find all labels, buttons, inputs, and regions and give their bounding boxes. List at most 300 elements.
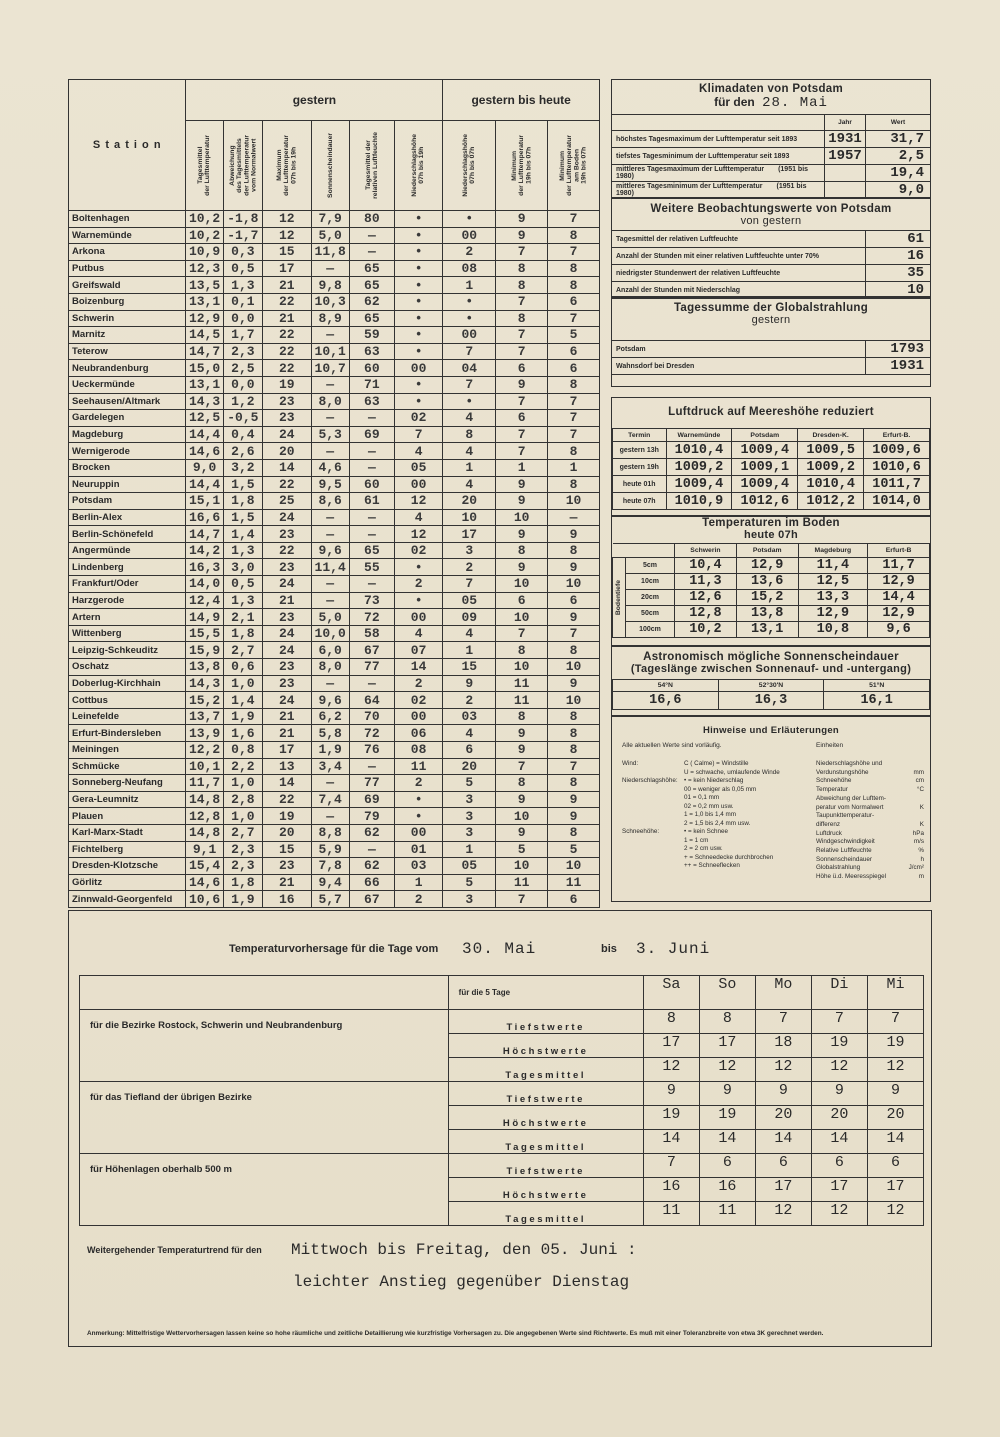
cell-value: 13,5: [186, 277, 223, 294]
cell-value: 7: [496, 244, 548, 261]
klimadaten-date-line: [612, 95, 930, 111]
cell-value: 67: [349, 642, 394, 659]
cell-value: —: [311, 592, 349, 609]
cell-value: 23: [263, 393, 311, 410]
cell-value: 04: [443, 360, 496, 377]
cell-value: 7: [496, 891, 548, 908]
boden-corner: [613, 544, 675, 558]
unit-row: [816, 830, 924, 839]
legend-text: 2 = 1,5 bis 2,4 mm usw.: [684, 819, 751, 827]
cell-value: 7,4: [311, 791, 349, 808]
column-header-label: Minimum der Lufttemperatur am Boden 19h bis 07h: [559, 135, 588, 196]
cell-value: 10,3: [311, 293, 349, 310]
station-name: Gardelegen: [69, 410, 186, 427]
legend-key: [622, 845, 684, 854]
cell-value: 8: [496, 277, 548, 294]
cell-value: 0,0: [223, 376, 262, 393]
unit-row: [816, 777, 924, 786]
cell-value: 60: [349, 476, 394, 493]
boden-row: [613, 590, 930, 606]
klima-label: [612, 165, 825, 182]
klima-year: [825, 165, 866, 182]
station-name: Magdeburg: [69, 426, 186, 443]
cell-value: 00: [394, 609, 442, 626]
unit-symbol: cm: [915, 777, 924, 785]
cell-value: 5: [548, 841, 600, 858]
forecast-row: [80, 1154, 924, 1178]
station-name: Dresden-Klotzsche: [69, 858, 186, 875]
termin: heute 07h: [613, 493, 667, 510]
cell-value: 0,3: [223, 244, 262, 261]
cell-value: 9,4: [311, 874, 349, 891]
forecast-value: 7: [643, 1154, 699, 1178]
depth: 5cm: [626, 558, 675, 574]
cell-value: 8: [496, 775, 548, 792]
unit-symbol: h: [920, 855, 924, 863]
forecast-value: 8: [699, 1010, 755, 1034]
legend-row: [622, 854, 812, 863]
table-row: [69, 642, 600, 659]
units-legend: [816, 760, 924, 882]
cell-value: 5,0: [311, 227, 349, 244]
forecast-row-label: Tagesmittel: [448, 1058, 643, 1082]
forecast-value: 9: [867, 1082, 923, 1106]
cell-value: 17: [263, 742, 311, 759]
forecast-row-label: Tagesmittel: [448, 1202, 643, 1226]
column-header-label: Minimum der Lufttemperatur 19h bis 07h: [510, 135, 533, 196]
cell-value: 7,9: [311, 211, 349, 228]
station-name: Gera-Leumnitz: [69, 791, 186, 808]
cell-value: 2,1: [223, 609, 262, 626]
unit-row: [816, 760, 924, 769]
cell-value: 2,2: [223, 758, 262, 775]
cell-value: 05: [443, 858, 496, 875]
station-name: Leinefelde: [69, 708, 186, 725]
legend-key: [622, 820, 684, 829]
cell-value: —: [349, 841, 394, 858]
cell-value: 10: [496, 808, 548, 825]
column-header-label: Abweichung des Tagesmittels der Lufttemperatur vom Normalwert: [228, 135, 257, 196]
soil-temp: 13,8: [736, 606, 798, 622]
cell-value: 14: [263, 775, 311, 792]
cell-value: 08: [443, 260, 496, 277]
cell-value: 8: [548, 642, 600, 659]
cell-value: 14,8: [186, 824, 223, 841]
klimadaten-box: [611, 79, 931, 199]
cell-value: 0,1: [223, 293, 262, 310]
cell-value: 11,4: [311, 559, 349, 576]
station-name: Zinnwald-Georgenfeld: [69, 891, 186, 908]
station-name: Lindenberg: [69, 559, 186, 576]
cell-value: 3: [443, 791, 496, 808]
forecast-value: 12: [699, 1058, 755, 1082]
weitere-value: 16: [866, 248, 931, 265]
cell-value: 2: [443, 244, 496, 261]
luftdruck-header: Dresden-K.: [798, 429, 864, 442]
cell-value: —: [349, 459, 394, 476]
cell-value: 9: [548, 609, 600, 626]
cell-value: —: [311, 576, 349, 593]
cell-value: 2,7: [223, 642, 262, 659]
table-row: [69, 841, 600, 858]
cell-value: 1,9: [311, 742, 349, 759]
latitude: 52°30'N: [718, 680, 824, 692]
legend-text: 02 = 0,2 mm usw.: [684, 802, 734, 810]
forecast-value: 14: [643, 1130, 699, 1154]
cell-value: —: [311, 526, 349, 543]
cell-value: •: [394, 343, 442, 360]
cell-value: 65: [349, 277, 394, 294]
cell-value: •: [394, 260, 442, 277]
weitere-subtitle: von gestern: [740, 215, 802, 227]
cell-value: 5: [548, 327, 600, 344]
cell-value: —: [349, 526, 394, 543]
cell-value: •: [394, 393, 442, 410]
cell-value: 59: [349, 327, 394, 344]
cell-value: •: [394, 227, 442, 244]
cell-value: 3: [443, 824, 496, 841]
station-name: Doberlug-Kirchhain: [69, 675, 186, 692]
cell-value: 10: [443, 509, 496, 526]
station-name: Warnemünde: [69, 227, 186, 244]
cell-value: 79: [349, 808, 394, 825]
luftdruck-header: Termin: [613, 429, 667, 442]
global-label: Potsdam: [612, 341, 866, 358]
cell-value: 58: [349, 625, 394, 642]
unit-symbol: °C: [916, 786, 924, 794]
cell-value: 11: [548, 874, 600, 891]
cell-value: 63: [349, 393, 394, 410]
table-row: [69, 293, 600, 310]
cell-value: 2,5: [223, 360, 262, 377]
hinweise-legend: [622, 760, 812, 871]
table-row: [69, 858, 600, 875]
cell-value: 05: [394, 459, 442, 476]
klima-year: 1931: [825, 131, 866, 148]
station-name: Neuruppin: [69, 476, 186, 493]
weitere-row: [612, 265, 930, 282]
table-row: [69, 675, 600, 692]
cell-value: —: [311, 443, 349, 460]
cell-value: 10,1: [186, 758, 223, 775]
cell-value: 10: [548, 692, 600, 709]
cell-value: 10: [496, 609, 548, 626]
cell-value: 20: [263, 443, 311, 460]
unit-symbol: m/s: [913, 838, 924, 846]
forecast-row-label: Tagesmittel: [448, 1130, 643, 1154]
cell-value: 77: [349, 775, 394, 792]
forecast-value: 18: [755, 1034, 811, 1058]
cell-value: 7: [443, 343, 496, 360]
cell-value: 9,6: [311, 542, 349, 559]
station-name: Seehausen/Altmark: [69, 393, 186, 410]
cell-value: 9: [496, 476, 548, 493]
forecast-value: 17: [643, 1034, 699, 1058]
klima-label: [612, 131, 825, 148]
forecast-row-label: Höchstwerte: [448, 1106, 643, 1130]
column-header: [311, 121, 349, 211]
forecast-to: 3. Juni: [636, 940, 711, 958]
forecast-row-label: Tiefstwerte: [448, 1154, 643, 1178]
cell-value: 14,3: [186, 393, 223, 410]
cell-value: 1,0: [223, 675, 262, 692]
cell-value: —: [349, 576, 394, 593]
cell-value: 80: [349, 211, 394, 228]
cell-value: 14,0: [186, 576, 223, 593]
soil-temp: 12,9: [736, 558, 798, 574]
cell-value: 23: [263, 410, 311, 427]
cell-value: —: [349, 675, 394, 692]
cell-value: 6,0: [311, 642, 349, 659]
cell-value: —: [311, 376, 349, 393]
day-header: Mo: [755, 976, 811, 1010]
cell-value: 7: [496, 293, 548, 310]
cell-value: 1,0: [223, 808, 262, 825]
cell-value: 16,6: [186, 509, 223, 526]
soil-temp: 13,1: [736, 622, 798, 638]
pressure-value: 1010,4: [666, 442, 732, 459]
forecast-value: 14: [699, 1130, 755, 1154]
day-header: Sa: [643, 976, 699, 1010]
station-name: Boizenburg: [69, 293, 186, 310]
cell-value: •: [394, 277, 442, 294]
legend-text: 2 = 2 cm usw.: [684, 845, 723, 852]
forecast-row-label: Tiefstwerte: [448, 1082, 643, 1106]
cell-value: 8: [496, 708, 548, 725]
cell-value: 12: [263, 211, 311, 228]
cell-value: 1: [443, 841, 496, 858]
cell-value: 9: [496, 791, 548, 808]
cell-value: 1: [443, 459, 496, 476]
cell-value: 2: [394, 891, 442, 908]
cell-value: 7: [496, 343, 548, 360]
legend-row: [622, 837, 812, 846]
global-title: Tagessumme der Globalstrahlung: [673, 302, 869, 314]
boden-row: [613, 558, 930, 574]
cell-value: 12,2: [186, 742, 223, 759]
cell-value: 7: [548, 426, 600, 443]
weitere-row: [612, 231, 930, 248]
cell-value: 1,5: [223, 509, 262, 526]
cell-value: 14,4: [186, 476, 223, 493]
forecast-region: für das Tiefland der übrigen Bezirke: [80, 1082, 449, 1154]
unit-symbol: J/cm²: [908, 864, 924, 872]
luftdruck-row: [613, 459, 930, 476]
cell-value: —: [311, 509, 349, 526]
legend-key: [622, 862, 684, 871]
legend-key: [622, 854, 684, 863]
cell-value: 10: [496, 576, 548, 593]
cell-value: 72: [349, 609, 394, 626]
cell-value: 13,1: [186, 293, 223, 310]
cell-value: 24: [263, 625, 311, 642]
table-row: [69, 443, 600, 460]
cell-value: 8: [496, 542, 548, 559]
station-name: Potsdam: [69, 493, 186, 510]
cell-value: 08: [394, 742, 442, 759]
cell-value: 16: [263, 891, 311, 908]
cell-value: 7: [394, 426, 442, 443]
cell-value: 2,8: [223, 791, 262, 808]
station-name: Frankfurt/Oder: [69, 576, 186, 593]
legend-key: Wind:: [622, 760, 639, 767]
table-row: [69, 360, 600, 377]
unit-name: differenz: [816, 820, 841, 828]
cell-value: 22: [263, 360, 311, 377]
luftdruck-row: [613, 476, 930, 493]
table-row: [69, 526, 600, 543]
legend-text: U = schwache, umlaufende Winde: [684, 768, 780, 776]
unit-name: Globalstrahlung: [816, 864, 861, 872]
cell-value: 9,5: [311, 476, 349, 493]
station-name: Plauen: [69, 808, 186, 825]
sonnen-title: Astronomisch mögliche Sonnenscheindauer: [643, 651, 899, 663]
forecast-value: 6: [755, 1154, 811, 1178]
unit-symbol: mm: [913, 768, 924, 776]
cell-value: •: [394, 310, 442, 327]
hinweise-title: Hinweise und Erläuterungen: [702, 725, 840, 736]
cell-value: 1,0: [223, 775, 262, 792]
forecast-value: 9: [643, 1082, 699, 1106]
cell-value: 10,6: [186, 891, 223, 908]
latitude: 54°N: [613, 680, 719, 692]
table-row: [69, 509, 600, 526]
cell-value: 5: [496, 841, 548, 858]
unit-name: Relative Luftfeuchte: [816, 847, 872, 855]
table-row: [69, 410, 600, 427]
cell-value: 6: [496, 592, 548, 609]
cell-value: 5,8: [311, 725, 349, 742]
table-row: [69, 592, 600, 609]
day-header: So: [699, 976, 755, 1010]
boden-table: [612, 543, 930, 638]
cell-value: —: [311, 808, 349, 825]
unit-symbol: m: [918, 873, 924, 881]
cell-value: 6: [548, 891, 600, 908]
cell-value: 5,9: [311, 841, 349, 858]
forecast-value: 11: [643, 1202, 699, 1226]
cell-value: 71: [349, 376, 394, 393]
cell-value: 1,4: [223, 692, 262, 709]
legend-text: + = Schneedecke durchbrochen: [684, 853, 774, 861]
global-label: Wahnsdorf bei Dresden: [612, 358, 866, 375]
station-name: Erfurt-Bindersleben: [69, 725, 186, 742]
cell-value: 10,7: [311, 360, 349, 377]
boden-row: [613, 622, 930, 638]
cell-value: 8: [548, 260, 600, 277]
cell-value: 1,8: [223, 874, 262, 891]
cell-value: 22: [263, 293, 311, 310]
unit-row: [816, 786, 924, 795]
cell-value: 3: [443, 542, 496, 559]
legend-text: ++ = Schneeflecken: [684, 862, 740, 869]
weitere-value: 61: [866, 231, 931, 248]
luftdruck-row: [613, 442, 930, 459]
trend-label: Weitergehender Temperaturtrend für den: [87, 1245, 262, 1255]
cell-value: —: [349, 244, 394, 261]
soil-temp: 10,4: [675, 558, 737, 574]
cell-value: 14: [263, 459, 311, 476]
column-header-label: Sonnenscheindauer: [326, 133, 334, 198]
cell-value: 24: [263, 692, 311, 709]
cell-value: 11: [496, 692, 548, 709]
cell-value: 4: [443, 725, 496, 742]
cell-value: 5: [443, 874, 496, 891]
cell-value: 9: [496, 824, 548, 841]
legend-key: Schneehöhe:: [622, 828, 660, 835]
cell-value: 4,6: [311, 459, 349, 476]
cell-value: 4: [443, 410, 496, 427]
cell-value: •: [394, 559, 442, 576]
klima-row: [612, 165, 930, 182]
unit-symbol: %: [918, 847, 924, 855]
pressure-value: 1009,1: [732, 459, 798, 476]
cell-value: 2: [394, 675, 442, 692]
cell-value: 03: [443, 708, 496, 725]
boden-header: Magdeburg: [798, 544, 868, 558]
unit-name: Taupunkttemperatur-: [816, 812, 875, 820]
forecast-value: 14: [811, 1130, 867, 1154]
termin: gestern 13h: [613, 442, 667, 459]
klima-label-text: mittleres Tagesminimum der Lufttemperatur: [616, 183, 763, 190]
termin: gestern 19h: [613, 459, 667, 476]
unit-name: Verdunstungshöhe: [816, 768, 869, 776]
legend-row: [622, 820, 812, 829]
cell-value: 7: [496, 327, 548, 344]
cell-value: 62: [349, 824, 394, 841]
col-value: Wert: [866, 115, 931, 131]
cell-value: 8: [548, 542, 600, 559]
depth: 20cm: [626, 590, 675, 606]
station-name: Wittenberg: [69, 625, 186, 642]
cell-value: 14,8: [186, 791, 223, 808]
station-header: S t a t i o n: [69, 80, 186, 211]
cell-value: 73: [349, 592, 394, 609]
cell-value: •: [443, 293, 496, 310]
cell-value: 7: [548, 211, 600, 228]
table-row: [69, 327, 600, 344]
hinweise-box: [611, 715, 931, 902]
soil-temp: 12,8: [675, 606, 737, 622]
forecast-value: 12: [811, 1202, 867, 1226]
cell-value: 9: [496, 493, 548, 510]
table-row: [69, 426, 600, 443]
cell-value: 10: [496, 659, 548, 676]
forecast-value: 6: [867, 1154, 923, 1178]
cell-value: 8,6: [311, 493, 349, 510]
weitere-value: 35: [866, 265, 931, 282]
table-row: [69, 277, 600, 294]
forecast-value: 7: [867, 1010, 923, 1034]
cell-value: 1: [443, 277, 496, 294]
cell-value: 10: [548, 493, 600, 510]
cell-value: 15,9: [186, 642, 223, 659]
pressure-value: 1010,4: [798, 476, 864, 493]
cell-value: 1,3: [223, 277, 262, 294]
legend-row: [622, 794, 812, 803]
cell-value: 65: [349, 310, 394, 327]
cell-value: 1: [443, 642, 496, 659]
cell-value: 72: [349, 725, 394, 742]
legend-key: [622, 786, 684, 795]
cell-value: 65: [349, 260, 394, 277]
cell-value: 7: [548, 244, 600, 261]
column-header: [394, 121, 442, 211]
cell-value: 6: [443, 742, 496, 759]
cell-value: 24: [263, 642, 311, 659]
daylength-value: 16,3: [718, 692, 824, 710]
cell-value: 4: [443, 443, 496, 460]
